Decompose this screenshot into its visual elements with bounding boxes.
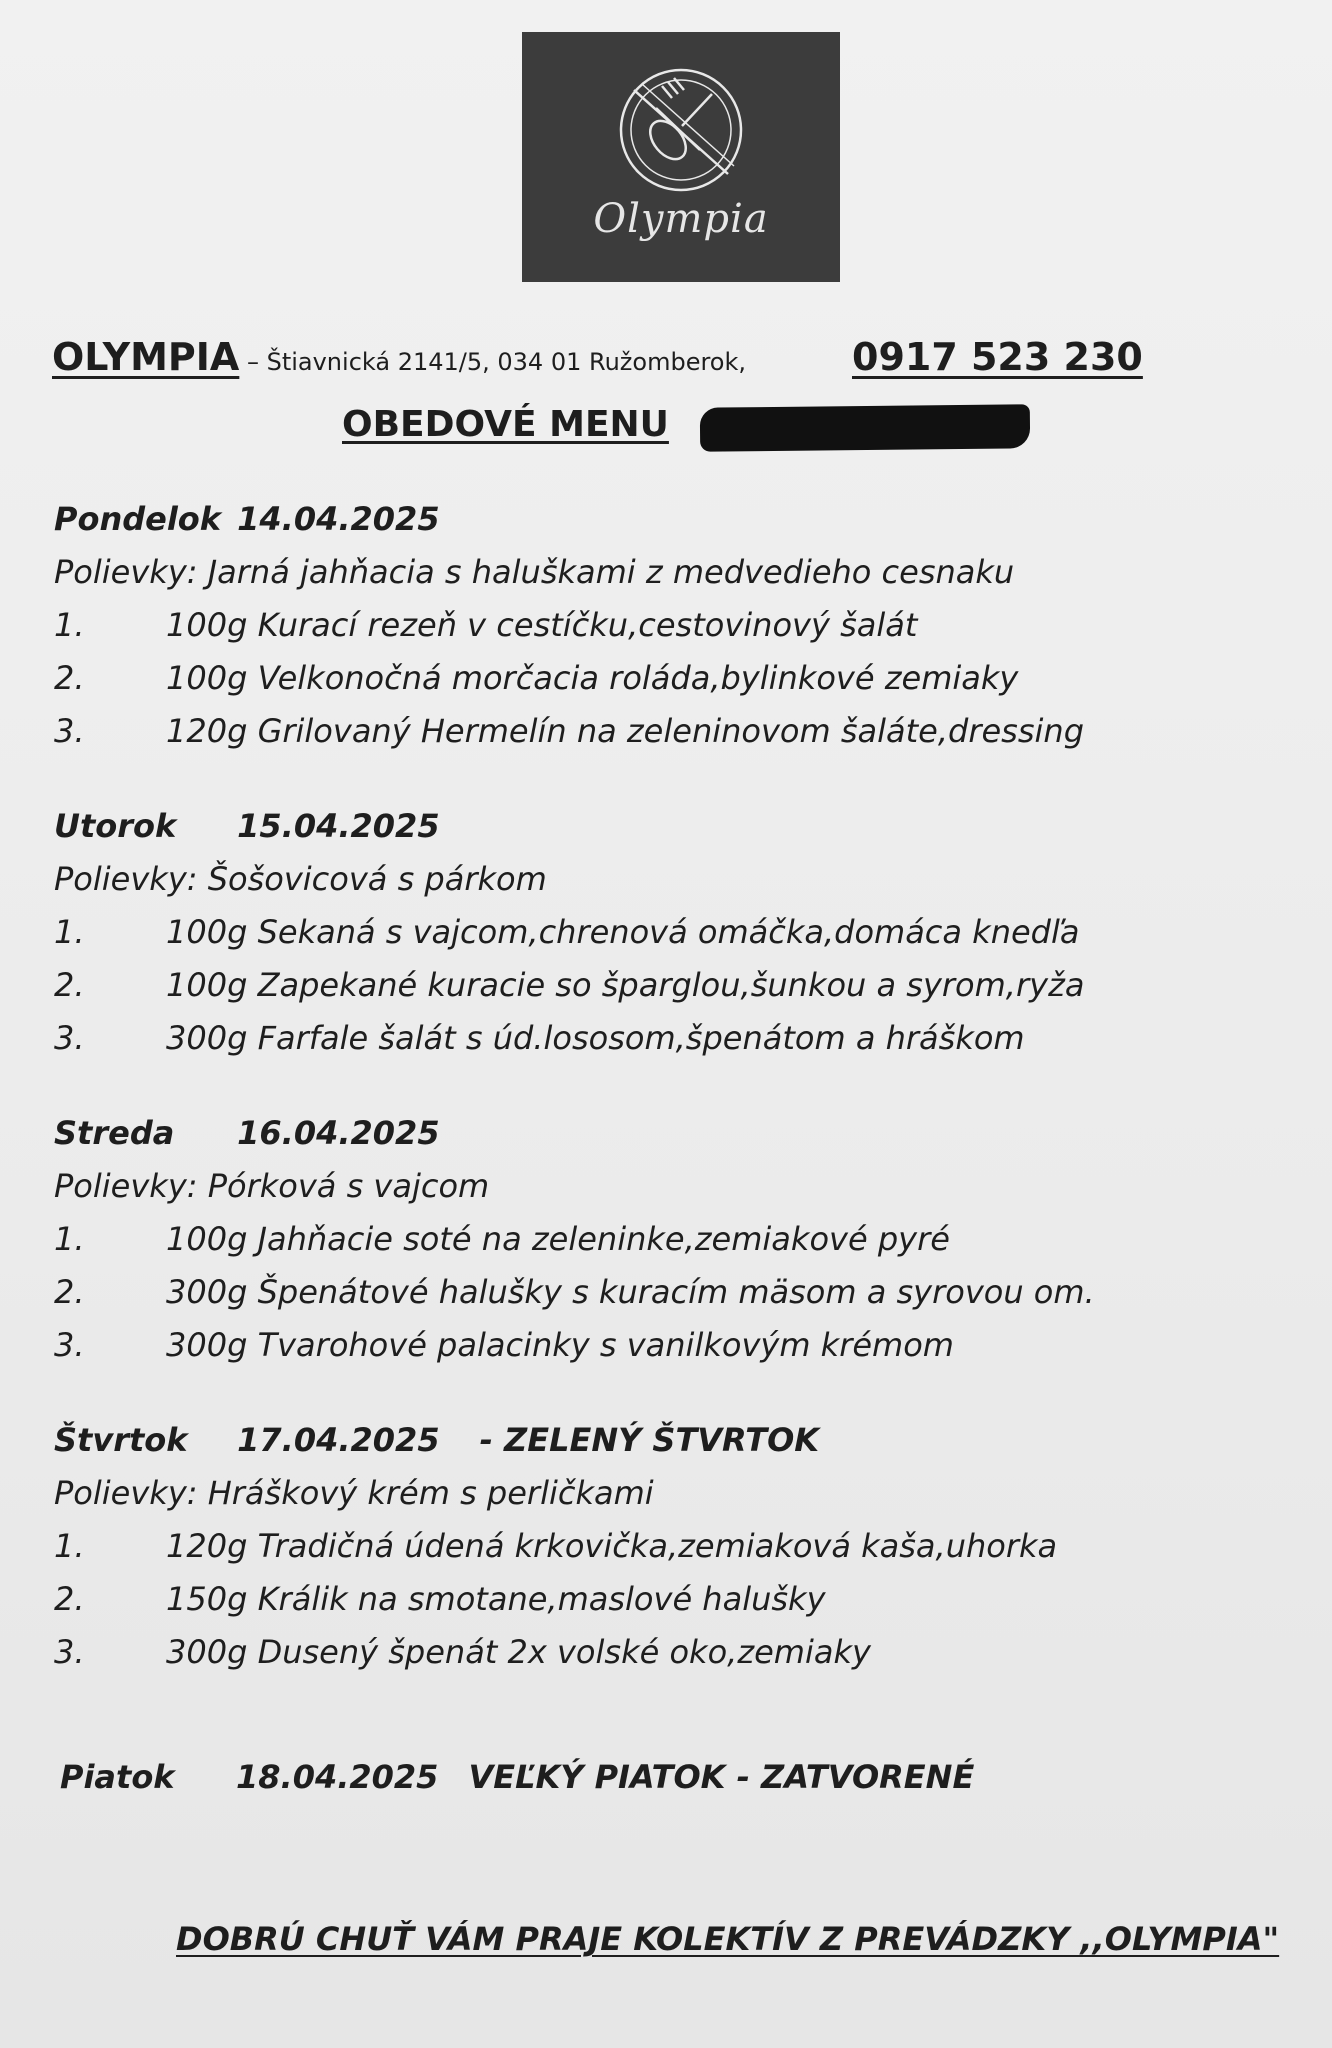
menu-item <box>54 705 1284 758</box>
item-text: 100g Jahňacie soté na zeleninke,zemiakové pyré <box>166 1220 950 1258</box>
item-text: 100g Velkonočná morčacia roláda,bylinkové zemiaky <box>166 659 1019 697</box>
day-name: Utorok <box>54 807 177 845</box>
menu-item <box>54 1012 1284 1065</box>
item-text: 300g Špenátové halušky s kuracím mäsom a syrovou om. <box>166 1273 1095 1311</box>
day-date: 17.04.2025 <box>237 1421 440 1459</box>
menu-title: OBEDOVÉ MENU <box>342 404 669 445</box>
menu-item <box>54 959 1284 1012</box>
day-block-monday <box>54 492 1284 758</box>
day-date: 14.04.2025 <box>237 500 440 538</box>
day-name: Pondelok <box>54 500 222 538</box>
logo-text: Olympia <box>593 196 769 242</box>
item-number: 2. <box>54 1580 85 1618</box>
day-date: 15.04.2025 <box>237 807 440 845</box>
item-text: 100g Zapekané kuracie so šparglou,šunkou a syrom,ryža <box>166 966 1085 1004</box>
item-text: 120g Tradičná údená krkovička,zemiaková kaša,uhorka <box>166 1527 1058 1565</box>
item-text: 100g Sekaná s vajcom,chrenová omáčka,domáca knedľa <box>166 913 1080 951</box>
menu-item <box>54 1520 1284 1573</box>
item-text: 300g Dusený špenát 2x volské oko,zemiaky <box>166 1633 871 1671</box>
item-number: 2. <box>54 1273 85 1311</box>
redaction-mark <box>700 404 1030 451</box>
day-block-thursday <box>54 1413 1284 1679</box>
restaurant-phone: 0917 523 230 <box>852 335 1143 379</box>
day-heading <box>54 492 1284 546</box>
soup-line: Polievky: Jarná jahňacia s haluškami z medvedieho cesnaku <box>54 553 1015 591</box>
logo <box>522 32 840 282</box>
soup-line: Polievky: Hráškový krém s perličkami <box>54 1474 654 1512</box>
day-block-tuesday <box>54 799 1284 1065</box>
menu-item <box>54 1266 1284 1319</box>
item-number: 1. <box>54 606 85 644</box>
menu-item <box>54 1213 1284 1266</box>
item-number: 2. <box>54 659 85 697</box>
menu-days <box>54 492 1284 1720</box>
item-text: 300g Farfale šalát s úd.lososom,špenátom a hráškom <box>166 1019 1025 1057</box>
day-heading <box>54 1413 1284 1467</box>
restaurant-address: – Štiavnická 2141/5, 034 01 Ružomberok, <box>239 348 747 376</box>
item-number: 1. <box>54 913 85 951</box>
item-number: 1. <box>54 1220 85 1258</box>
item-text: 100g Kurací rezeň v cestíčku,cestovinový šalát <box>166 606 918 644</box>
closed-day-line <box>60 1758 974 1796</box>
menu-item <box>54 1319 1284 1372</box>
soup-line: Polievky: Šošovicová s párkom <box>54 860 547 898</box>
fork-spoon-plate-icon <box>522 32 840 282</box>
item-number: 2. <box>54 966 85 1004</box>
menu-item <box>54 1626 1284 1679</box>
item-number: 3. <box>54 1019 85 1057</box>
day-heading <box>54 1106 1284 1160</box>
day-block-wednesday <box>54 1106 1284 1372</box>
item-text: 150g Králik na smotane,maslové halušky <box>166 1580 826 1618</box>
day-name: Štvrtok <box>54 1421 188 1459</box>
restaurant-name: OLYMPIA <box>52 335 240 379</box>
item-text: 120g Grilovaný Hermelín na zeleninovom šaláte,dressing <box>166 712 1084 750</box>
menu-item <box>54 1573 1284 1626</box>
day-date: 16.04.2025 <box>237 1114 440 1152</box>
day-date: 18.04.2025 <box>236 1758 439 1796</box>
day-name: Piatok <box>60 1758 175 1796</box>
day-name: Streda <box>54 1114 175 1152</box>
item-text: 300g Tvarohové palacinky s vanilkovým krémom <box>166 1326 954 1364</box>
menu-item <box>54 599 1284 652</box>
item-number: 3. <box>54 1326 85 1364</box>
closed-note: VEĽKÝ PIATOK - ZATVORENÉ <box>468 1758 975 1796</box>
day-note: - ZELENÝ ŠTVRTOK <box>479 1421 820 1459</box>
header-line <box>52 335 1292 385</box>
menu-item <box>54 652 1284 705</box>
item-number: 3. <box>54 1633 85 1671</box>
item-number: 3. <box>54 712 85 750</box>
menu-item <box>54 906 1284 959</box>
footer-greeting: DOBRÚ CHUŤ VÁM PRAJE KOLEKTÍV Z PREVÁDZKY ,,OLYMPIA" <box>176 1920 1280 1958</box>
item-number: 1. <box>54 1527 85 1565</box>
soup-line: Polievky: Pórková s vajcom <box>54 1167 490 1205</box>
day-heading <box>54 799 1284 853</box>
